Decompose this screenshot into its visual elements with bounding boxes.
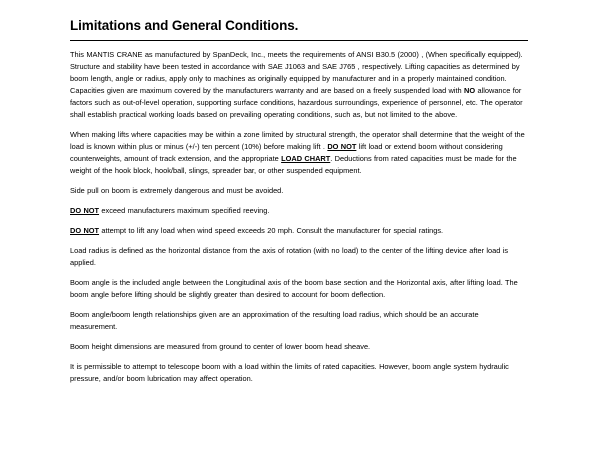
text-run: DO NOT: [327, 142, 357, 152]
text-run: Boom height dimensions are measured from ground to center of lower boom head sheave.: [70, 341, 371, 351]
text-run: LOAD CHART: [281, 154, 331, 164]
paragraph: [70, 277, 528, 301]
text-run: Load radius is defined as the horizontal distance from the axis of rotation (with no load) to the center of the lifting device after load is applied.: [70, 245, 509, 267]
text-run: DO NOT: [70, 226, 100, 235]
text-run: exceed manufacturers maximum specified reeving.: [99, 206, 270, 216]
text-run: NO: [464, 86, 476, 96]
text-run: Boom angle is the included angle between the Longitudinal axis of the boom base section and the Horizontal axis, after lifting load. The boom angle before lifting should be slightly greater than desired to account for boom deflection.: [70, 277, 518, 299]
paragraph: [70, 309, 528, 333]
paragraph: [70, 341, 528, 353]
title-divider: [70, 40, 528, 41]
page-title: Limitations and General Conditions.: [70, 18, 299, 33]
paragraph: [70, 49, 528, 121]
text-run: Side pull on boom is extremely dangerous and must be avoided.: [70, 186, 284, 196]
text-run: It is permissible to attempt to telescope boom with a load within the limits of rated capacities. However, boom angle system hydraulic pressure, and/or boom lubrication may affect operation.: [70, 361, 509, 383]
text-run: lift load or extend boom without considering counterweights, amount of track extension, and the appropriate: [70, 142, 503, 164]
text-run: DO NOT: [70, 206, 100, 216]
text-run: . Deductions from rated capacities must be made for the weight of the hook block, hook/ball, slings, spreader bar, or other suspended equipment.: [70, 154, 517, 176]
text-run: allowance for factors such as out-of-level operation, supporting surface conditions, hazardous surroundings, experience of personnel, etc. The operator shall establish practical working loads based on prevailing operating conditions, such as, but not limited to the above.: [70, 86, 523, 120]
text-run: When making lifts where capacities may be within a zone limited by structural strength, the operator shall determine that the weight of the load is known within plus or minus (+/-) ten percent (10%) before making lift .: [70, 130, 525, 152]
document-body: [70, 49, 528, 385]
text-run: attempt to lift any load when wind speed exceeds 20 mph. Consult the manufacturer for special ratings.: [99, 226, 444, 235]
paragraph: [70, 245, 528, 269]
text-run: This MANTIS CRANE as manufactured by SpanDeck, Inc., meets the requirements of ANSI B30.5 (2000) , (When specifically equipped). Structure and stability have been tested in accordance with SAE J1063 and SAE J765 , respectively. Lifting capacities as determined by boom length, angle or radius, apply only to machines as originally equipped by manufacturer and in a properly maintained condition. Capacities given are maximum covered by the manufacturers warranty and are based on a freely suspended load with: [70, 50, 523, 96]
paragraph: [70, 129, 528, 177]
text-run: Boom angle/boom length relationships given are an approximation of the resulting load radius, which should be an accurate measurement.: [70, 309, 479, 331]
paragraph: [70, 205, 528, 217]
paragraph: [70, 361, 528, 385]
paragraph: [70, 185, 528, 197]
paragraph: [70, 225, 528, 237]
